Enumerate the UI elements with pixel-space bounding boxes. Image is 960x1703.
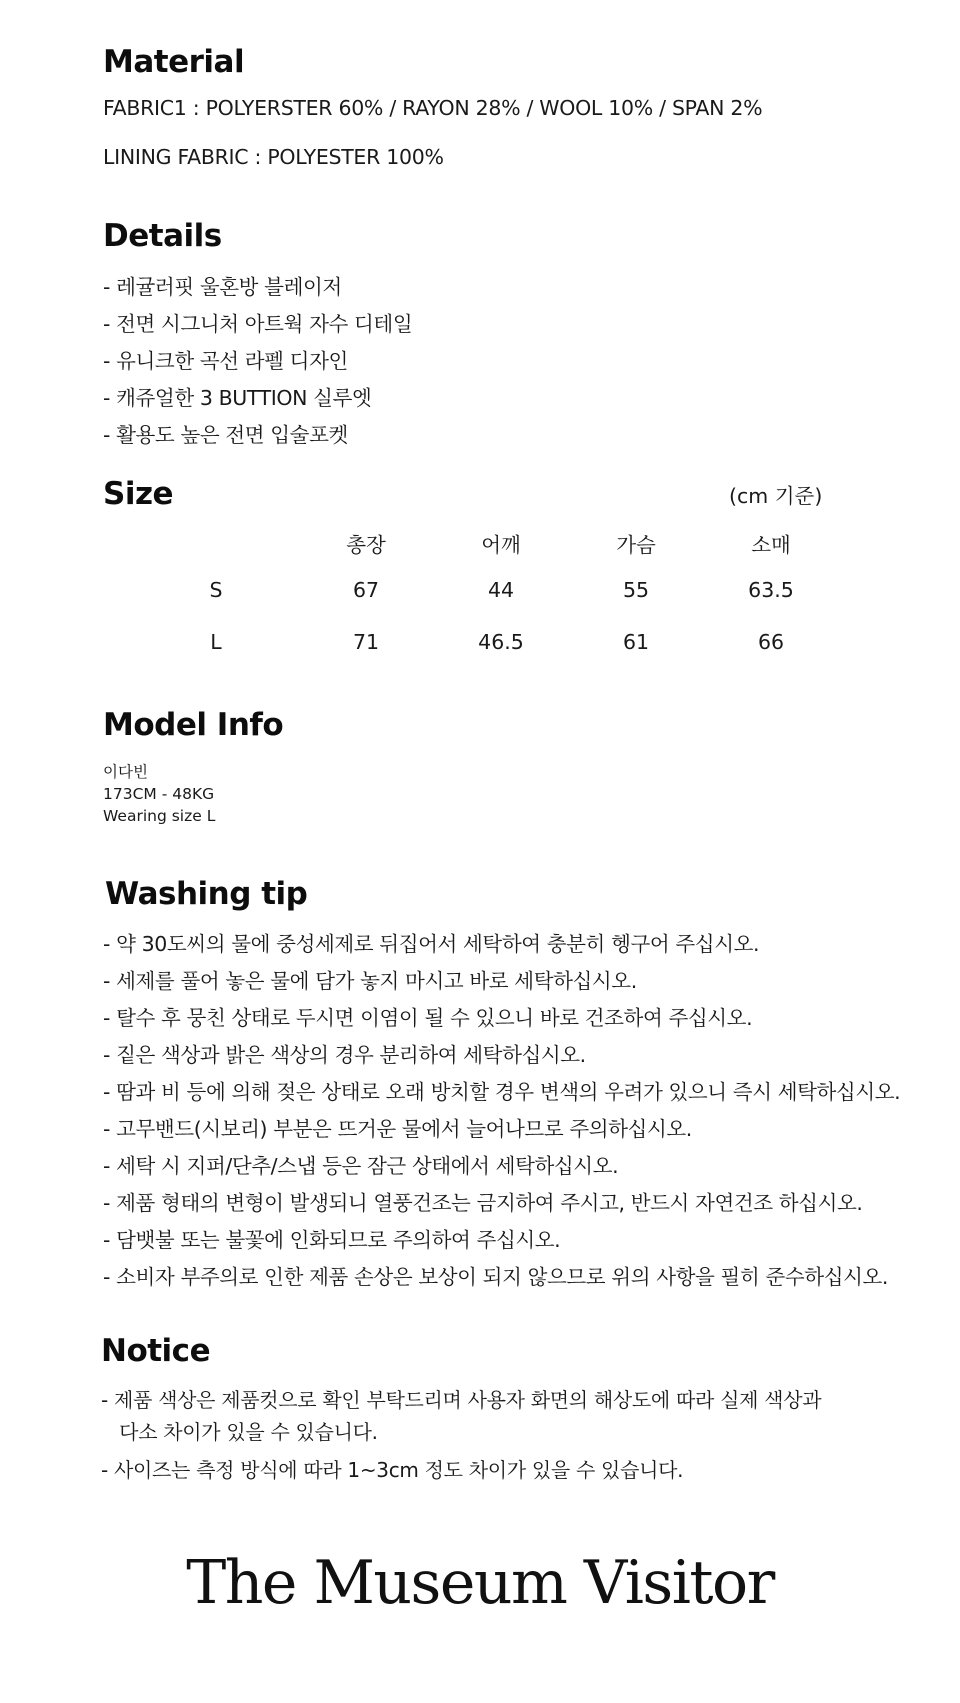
washing-tip-item: - 소비자 부주의로 인한 제품 손상은 보상이 되지 않으므로 위의 사항을 필히 준수하십시오.: [103, 1265, 889, 1289]
washing-tip-item: - 짙은 색상과 밝은 색상의 경우 분리하여 세탁하십시오.: [103, 1043, 586, 1067]
size-cell: 66: [757, 630, 785, 654]
washing-tip-item: - 제품 형태의 변형이 발생되니 열풍건조는 금지하여 주시고, 반드시 자연건조 하십시오.: [103, 1191, 863, 1215]
details-item: - 활용도 높은 전면 입술포켓: [103, 423, 348, 447]
washing-tip-heading: Washing tip: [105, 876, 308, 912]
notice-line: - 사이즈는 측정 방식에 따라 1~3cm 정도 차이가 있을 수 있습니다.: [101, 1458, 684, 1482]
notice-line: - 제품 색상은 제품컷으로 확인 부탁드리며 사용자 화면의 해상도에 따라 실제 색상과: [101, 1388, 822, 1412]
size-cell: 55: [622, 578, 650, 602]
details-item: - 유니크한 곡선 라펠 디자인: [103, 349, 348, 373]
details-item: - 캐쥬얼한 3 BUTTION 실루엣: [103, 386, 372, 410]
size-cell: 67: [352, 578, 380, 602]
size-col-header: 소매: [751, 533, 791, 557]
size-col-header: 총장: [346, 533, 386, 557]
washing-tip-item: - 탈수 후 뭉친 상태로 두시면 이염이 될 수 있으니 바로 건조하여 주십시오.: [103, 1006, 753, 1030]
model-name: 이다빈: [103, 763, 148, 781]
model-measurements: 173CM - 48KG: [103, 785, 215, 803]
size-cell: 46.5: [478, 630, 524, 654]
size-cell: 44: [487, 578, 515, 602]
details-item: - 전면 시그니처 아트웍 자수 디테일: [103, 312, 413, 336]
material-fabric1: FABRIC1 : POLYERSTER 60% / RAYON 28% / WOOL 10% / SPAN 2%: [103, 96, 763, 120]
details-heading: Details: [103, 218, 222, 254]
notice-heading: Notice: [101, 1333, 211, 1369]
washing-tip-item: - 세제를 풀어 놓은 물에 담가 놓지 마시고 바로 세탁하십시오.: [103, 969, 637, 993]
size-col-header: 가슴: [616, 533, 656, 557]
size-heading: Size: [103, 476, 174, 512]
washing-tip-item: - 세탁 시 지퍼/단추/스냅 등은 잠근 상태에서 세탁하십시오.: [103, 1154, 619, 1178]
washing-tip-item: - 담뱃불 또는 불꽃에 인화되므로 주의하여 주십시오.: [103, 1228, 561, 1252]
washing-tip-item: - 약 30도씨의 물에 중성세제로 뒤집어서 세탁하여 충분히 헹구어 주십시오.: [103, 932, 760, 956]
size-row-label: L: [210, 630, 222, 654]
size-col-header: 어깨: [481, 533, 521, 557]
material-lining: LINING FABRIC : POLYESTER 100%: [103, 145, 444, 169]
size-cell: 71: [352, 630, 380, 654]
size-unit-note: (cm 기준): [729, 484, 823, 508]
size-cell: 61: [622, 630, 650, 654]
model-info-heading: Model Info: [103, 707, 284, 743]
notice-line: 다소 차이가 있을 수 있습니다.: [101, 1420, 378, 1444]
material-heading: Material: [103, 44, 245, 80]
washing-tip-item: - 고무밴드(시보리) 부분은 뜨거운 물에서 늘어나므로 주의하십시오.: [103, 1117, 692, 1141]
washing-tip-item: - 땀과 비 등에 의해 젖은 상태로 오래 방치할 경우 변색의 우려가 있으니 즉시 세탁하십시오.: [103, 1080, 901, 1104]
model-wearing-size: Wearing size L: [103, 807, 216, 825]
size-cell: 63.5: [748, 578, 794, 602]
brand-logo: The Museum Visitor: [186, 1548, 774, 1618]
size-row-label: S: [209, 578, 223, 602]
details-item: - 레귤러핏 울혼방 블레이저: [103, 275, 342, 299]
